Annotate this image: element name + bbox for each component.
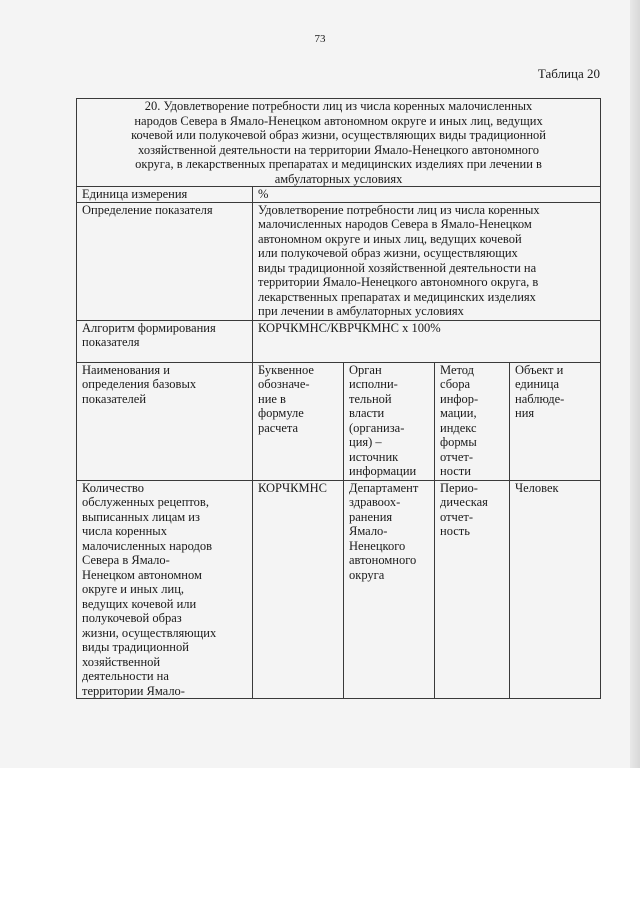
page-number: 73 — [314, 33, 326, 45]
base-indicator-method: Перио- дическая отчет- ность — [440, 480, 488, 538]
header-cell — [510, 362, 601, 480]
algorithm-label: Алгоритм формирования показателя — [82, 320, 216, 349]
scan-edge — [630, 0, 640, 768]
indicator-table — [76, 98, 601, 699]
unit-value-cell — [253, 187, 601, 203]
algorithm-row — [77, 320, 601, 362]
base-indicator-letter: КОРЧКМНС — [258, 480, 327, 495]
header-cell — [435, 362, 510, 480]
header-letter-designation: Буквенное обозначе- ние в формуле расчета — [258, 362, 314, 435]
header-cell — [344, 362, 435, 480]
table-cell — [510, 480, 601, 699]
header-row — [77, 362, 601, 480]
algorithm-value-cell — [253, 320, 601, 362]
unit-row — [77, 187, 601, 203]
algorithm-value: КОРЧКМНС/КВРЧКМНС х 100% — [258, 320, 441, 335]
base-indicator-unit: Человек — [515, 480, 559, 495]
header-source-authority: Орган исполни- тельной власти (организа- ция) – источник информации — [349, 362, 417, 478]
table-caption: Таблица 20 — [537, 66, 600, 81]
table-title-cell — [77, 99, 601, 187]
header-collection-method: Метод сбора инфор- мации, индекс формы отчет- ности — [440, 362, 479, 478]
definition-label-cell — [77, 202, 253, 320]
definition-label: Определение показателя — [82, 202, 213, 217]
table-row — [77, 480, 601, 699]
table-cell — [77, 480, 253, 699]
base-indicator-source: Департамент здравоох- ранения Ямало- Ненецкого автономного округа — [349, 480, 419, 582]
header-observation-unit: Объект и единица наблюде- ния — [515, 362, 565, 420]
table-cell — [344, 480, 435, 699]
title-row — [77, 99, 601, 187]
table-title: 20. Удовлетворение потребности лиц из числа коренных малочисленных народов Севера в Ямало-Ненецком автономном округе и иных лиц, ведущих кочевой или полукочевой образ жизни, осуществляющих виды традиционной хозяйственной деятельности на территории Ямало-Ненецкого автономного округа, в лекарственных препаратах и медицинских изделиях при лечении в амбулаторных условиях — [131, 99, 546, 186]
definition-row — [77, 202, 601, 320]
definition-value-cell — [253, 202, 601, 320]
header-cell — [77, 362, 253, 480]
header-cell — [253, 362, 344, 480]
unit-label-cell — [77, 187, 253, 203]
algorithm-label-cell — [77, 320, 253, 362]
table-cell — [253, 480, 344, 699]
base-indicator-name: Количество обслуженных рецептов, выписанных лицам из числа коренных малочисленных народов Севера в Ямало- Ненецком автономном округе и иных лиц, ведущих кочевой или полукочевой образ жизни, осуществляющих виды традиционной хозяйственной деятельности на территории Ямало- — [82, 480, 217, 698]
unit-label: Единица измерения — [82, 187, 188, 201]
table-cell — [435, 480, 510, 699]
unit-value: % — [258, 187, 269, 201]
header-name: Наименования и определения базовых показателей — [82, 362, 197, 406]
definition-value: Удовлетворение потребности лиц из числа коренных малочисленных народов Севера в Ямало-Ненецком автономном округе и иных лиц, ведущих кочевой или полукочевой образ жизни, осуществляющих виды традиционной хозяйственной деятельности на территории Ямало-Ненецкого автономного округа, в лекарственных препаратах и медицинских изделиях при лечении в амбулаторных условиях — [258, 202, 540, 318]
